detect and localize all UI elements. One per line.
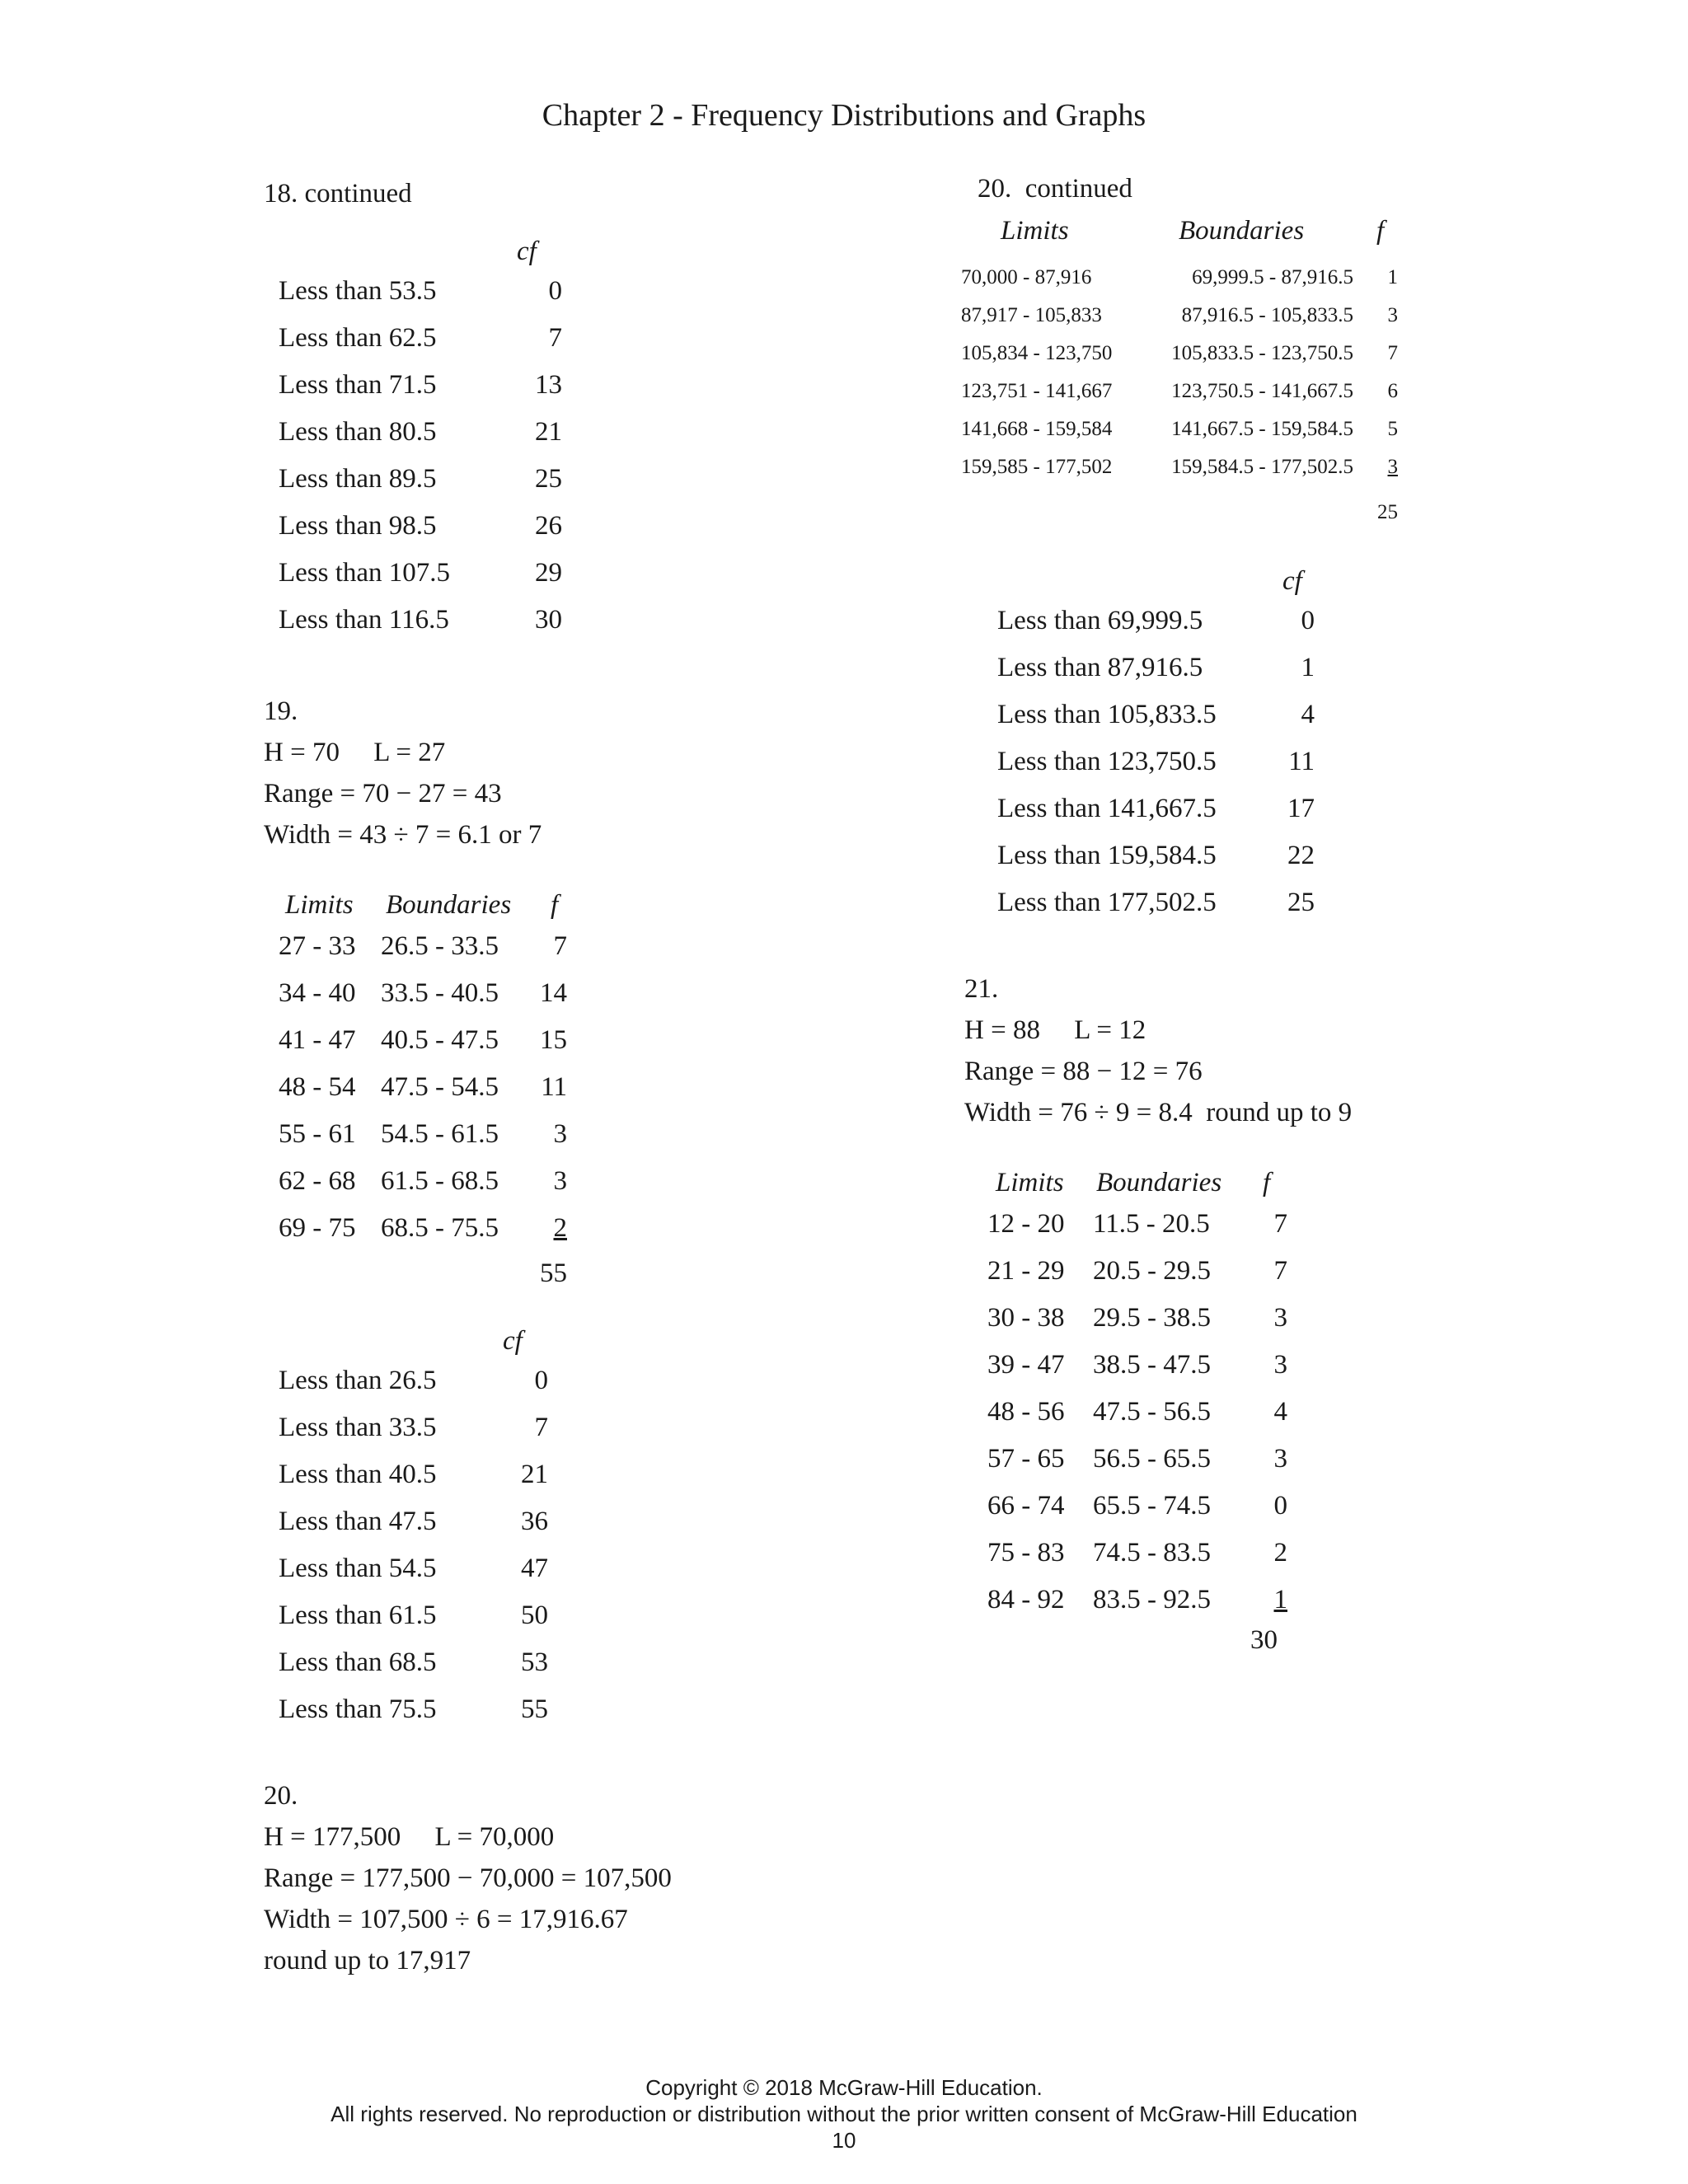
cf-value: 7 bbox=[534, 1413, 548, 1442]
cf-value: 25 bbox=[1287, 888, 1315, 917]
frequency-total: 55 bbox=[540, 1258, 567, 1288]
cf-value: 25 bbox=[535, 464, 562, 494]
cf-value: 30 bbox=[535, 605, 562, 635]
frequency-total: 25 bbox=[1377, 501, 1398, 523]
problem-20-heading: 20. continued bbox=[978, 174, 1132, 204]
cf-label: Less than 68.5 bbox=[279, 1647, 437, 1677]
cf-label: Less than 62.5 bbox=[279, 323, 437, 353]
limits-cell: 159,585 - 177,502 bbox=[961, 456, 1113, 478]
cf-label: Less than 33.5 bbox=[279, 1413, 437, 1442]
cf-label: Less than 80.5 bbox=[279, 417, 437, 447]
frequency-cell: 11 bbox=[541, 1072, 567, 1102]
problem-number: 19. bbox=[264, 696, 298, 726]
cf-label: Less than 54.5 bbox=[279, 1554, 437, 1583]
frequency-cell: 3 bbox=[1273, 1444, 1287, 1474]
cf-label: Less than 141,667.5 bbox=[997, 794, 1217, 823]
frequency-cell: 3 bbox=[553, 1119, 567, 1149]
limits-cell: 48 - 54 bbox=[279, 1072, 356, 1102]
limits-cell: 21 - 29 bbox=[987, 1256, 1065, 1286]
boundaries-cell: 69,999.5 - 87,916.5 bbox=[1192, 266, 1353, 288]
frequency-cell: 3 bbox=[553, 1166, 567, 1196]
cf-value: 1 bbox=[1301, 653, 1315, 682]
cf-label: Less than 89.5 bbox=[279, 464, 437, 494]
limits-cell: 70,000 - 87,916 bbox=[961, 266, 1092, 288]
cf-value: 17 bbox=[1287, 794, 1315, 823]
frequency-cell: 3 bbox=[1387, 456, 1398, 478]
limits-cell: 84 - 92 bbox=[987, 1585, 1065, 1615]
problem-20-continued-section bbox=[961, 173, 1426, 923]
frequency-cell: 3 bbox=[1273, 1303, 1287, 1333]
frequency-cell: 1 bbox=[1387, 266, 1398, 288]
boundaries-cell: 47.5 - 54.5 bbox=[381, 1072, 499, 1102]
cf-label: Less than 40.5 bbox=[279, 1460, 437, 1489]
limits-cell: 27 - 33 bbox=[279, 931, 356, 961]
problem-21-section bbox=[964, 968, 1426, 1669]
cf-label: Less than 105,833.5 bbox=[997, 700, 1217, 729]
boundaries-cell: 105,833.5 - 123,750.5 bbox=[1171, 342, 1353, 364]
cf-value: 29 bbox=[535, 558, 562, 588]
problem-18-heading: 18. continued bbox=[264, 179, 412, 209]
f-header: f bbox=[1263, 1168, 1271, 1197]
cf-value: 4 bbox=[1301, 700, 1315, 729]
cf-label: Less than 47.5 bbox=[279, 1507, 437, 1536]
limits-cell: 66 - 74 bbox=[987, 1491, 1065, 1521]
f-header: f bbox=[1376, 216, 1385, 246]
limits-cell: 123,751 - 141,667 bbox=[961, 380, 1113, 402]
limits-cell: 75 - 83 bbox=[987, 1538, 1065, 1568]
boundaries-cell: 65.5 - 74.5 bbox=[1093, 1491, 1211, 1521]
range-line: Range = 70 − 27 = 43 bbox=[264, 779, 502, 808]
frequency-cell: 3 bbox=[1387, 304, 1398, 326]
cf-value: 7 bbox=[548, 323, 562, 353]
cf-label: Less than 177,502.5 bbox=[997, 888, 1217, 917]
limits-cell: 39 - 47 bbox=[987, 1350, 1065, 1380]
problem-19-section bbox=[264, 691, 841, 1729]
frequency-cell: 1 bbox=[1273, 1585, 1287, 1615]
footer-rights: All rights reserved. No reproduction or distribution without the prior written consent of McGraw-Hill Education bbox=[331, 2102, 1357, 2126]
cf-label: Less than 69,999.5 bbox=[997, 606, 1203, 635]
cf-value: 50 bbox=[521, 1601, 548, 1630]
boundaries-cell: 87,916.5 - 105,833.5 bbox=[1181, 304, 1353, 326]
frequency-cell: 7 bbox=[1273, 1256, 1287, 1286]
footer-copyright: Copyright © 2018 McGraw-Hill Education. bbox=[645, 2075, 1043, 2100]
cf-value: 53 bbox=[521, 1647, 548, 1677]
boundaries-cell: 141,667.5 - 159,584.5 bbox=[1171, 418, 1353, 440]
limits-cell: 12 - 20 bbox=[987, 1209, 1065, 1239]
cf-value: 21 bbox=[535, 417, 562, 447]
limits-cell: 69 - 75 bbox=[279, 1213, 356, 1243]
frequency-cell: 2 bbox=[553, 1213, 567, 1243]
limits-header: Limits bbox=[285, 890, 354, 920]
frequency-cell: 4 bbox=[1273, 1397, 1287, 1427]
cf-value: 36 bbox=[521, 1507, 548, 1536]
round-up-line: round up to 17,917 bbox=[264, 1946, 471, 1975]
boundaries-cell: 33.5 - 40.5 bbox=[381, 978, 499, 1008]
cf-value: 55 bbox=[521, 1694, 548, 1724]
boundaries-cell: 40.5 - 47.5 bbox=[381, 1025, 499, 1055]
limits-cell: 34 - 40 bbox=[279, 978, 356, 1008]
page-title: Chapter 2 - Frequency Distributions and Graphs bbox=[542, 98, 1146, 133]
limits-cell: 41 - 47 bbox=[279, 1025, 356, 1055]
boundaries-cell: 26.5 - 33.5 bbox=[381, 931, 499, 961]
frequency-cell: 5 bbox=[1387, 418, 1398, 440]
cf-value: 0 bbox=[534, 1366, 548, 1395]
boundaries-cell: 61.5 - 68.5 bbox=[381, 1166, 499, 1196]
limits-cell: 55 - 61 bbox=[279, 1119, 356, 1149]
width-line: Width = 76 ÷ 9 = 8.4 round up to 9 bbox=[964, 1098, 1353, 1127]
boundaries-header: Boundaries bbox=[1179, 216, 1305, 246]
boundaries-cell: 38.5 - 47.5 bbox=[1093, 1350, 1211, 1380]
cf-label: Less than 71.5 bbox=[279, 370, 437, 400]
limits-cell: 30 - 38 bbox=[987, 1303, 1065, 1333]
frequency-cell: 3 bbox=[1273, 1350, 1287, 1380]
frequency-cell: 2 bbox=[1273, 1538, 1287, 1568]
limits-cell: 62 - 68 bbox=[279, 1166, 356, 1196]
cf-header: cf bbox=[1282, 566, 1302, 596]
high-low-line: H = 70 L = 27 bbox=[264, 738, 446, 767]
cf-value: 0 bbox=[1301, 606, 1315, 635]
width-line: Width = 43 ÷ 7 = 6.1 or 7 bbox=[264, 820, 542, 850]
page-number: 10 bbox=[832, 2128, 856, 2153]
boundaries-cell: 56.5 - 65.5 bbox=[1093, 1444, 1211, 1474]
cf-value: 47 bbox=[521, 1554, 548, 1583]
problem-number: 21. bbox=[964, 974, 999, 1004]
boundaries-cell: 83.5 - 92.5 bbox=[1093, 1585, 1211, 1615]
cf-value: 0 bbox=[548, 276, 562, 306]
cf-header: cf bbox=[517, 237, 537, 266]
limits-cell: 141,668 - 159,584 bbox=[961, 418, 1113, 440]
cf-label: Less than 98.5 bbox=[279, 511, 437, 541]
limits-header: Limits bbox=[996, 1168, 1064, 1197]
frequency-cell: 7 bbox=[1387, 342, 1398, 364]
cf-label: Less than 61.5 bbox=[279, 1601, 437, 1630]
boundaries-cell: 47.5 - 56.5 bbox=[1093, 1397, 1211, 1427]
limits-header: Limits bbox=[1001, 216, 1069, 246]
cf-value: 11 bbox=[1288, 747, 1315, 776]
boundaries-cell: 74.5 - 83.5 bbox=[1093, 1538, 1211, 1568]
boundaries-header: Boundaries bbox=[1096, 1168, 1222, 1197]
width-line: Width = 107,500 ÷ 6 = 17,916.67 bbox=[264, 1905, 628, 1934]
f-header: f bbox=[551, 890, 559, 920]
frequency-total: 30 bbox=[1250, 1625, 1278, 1655]
cf-label: Less than 26.5 bbox=[279, 1366, 437, 1395]
problem-20-section bbox=[264, 1775, 841, 1981]
limits-cell: 105,834 - 123,750 bbox=[961, 342, 1113, 364]
range-line: Range = 177,500 − 70,000 = 107,500 bbox=[264, 1863, 672, 1893]
high-low-line: H = 88 L = 12 bbox=[964, 1015, 1146, 1045]
cf-header: cf bbox=[503, 1326, 523, 1356]
limits-cell: 57 - 65 bbox=[987, 1444, 1065, 1474]
cf-value: 21 bbox=[521, 1460, 548, 1489]
cf-label: Less than 116.5 bbox=[279, 605, 449, 635]
cf-label: Less than 75.5 bbox=[279, 1694, 437, 1724]
boundaries-header: Boundaries bbox=[386, 890, 512, 920]
boundaries-cell: 29.5 - 38.5 bbox=[1093, 1303, 1211, 1333]
cf-label: Less than 107.5 bbox=[279, 558, 451, 588]
problem-18-section bbox=[264, 173, 841, 643]
problem-number: 20. bbox=[264, 1781, 298, 1811]
cf-value: 22 bbox=[1287, 841, 1315, 870]
boundaries-cell: 68.5 - 75.5 bbox=[381, 1213, 499, 1243]
limits-cell: 87,917 - 105,833 bbox=[961, 304, 1102, 326]
cf-value: 26 bbox=[535, 511, 562, 541]
cf-label: Less than 123,750.5 bbox=[997, 747, 1217, 776]
cf-label: Less than 53.5 bbox=[279, 276, 437, 306]
cf-value: 13 bbox=[535, 370, 562, 400]
range-line: Range = 88 − 12 = 76 bbox=[964, 1057, 1203, 1086]
cf-label: Less than 87,916.5 bbox=[997, 653, 1203, 682]
frequency-cell: 7 bbox=[553, 931, 567, 961]
cf-label: Less than 159,584.5 bbox=[997, 841, 1217, 870]
boundaries-cell: 123,750.5 - 141,667.5 bbox=[1171, 380, 1353, 402]
frequency-cell: 15 bbox=[540, 1025, 567, 1055]
frequency-cell: 6 bbox=[1387, 380, 1398, 402]
boundaries-cell: 11.5 - 20.5 bbox=[1093, 1209, 1210, 1239]
boundaries-cell: 159,584.5 - 177,502.5 bbox=[1171, 456, 1353, 478]
frequency-cell: 7 bbox=[1273, 1209, 1287, 1239]
limits-cell: 48 - 56 bbox=[987, 1397, 1065, 1427]
high-low-line: H = 177,500 L = 70,000 bbox=[264, 1822, 555, 1852]
boundaries-cell: 20.5 - 29.5 bbox=[1093, 1256, 1211, 1286]
frequency-cell: 0 bbox=[1273, 1491, 1287, 1521]
frequency-cell: 14 bbox=[540, 978, 567, 1008]
boundaries-cell: 54.5 - 61.5 bbox=[381, 1119, 499, 1149]
